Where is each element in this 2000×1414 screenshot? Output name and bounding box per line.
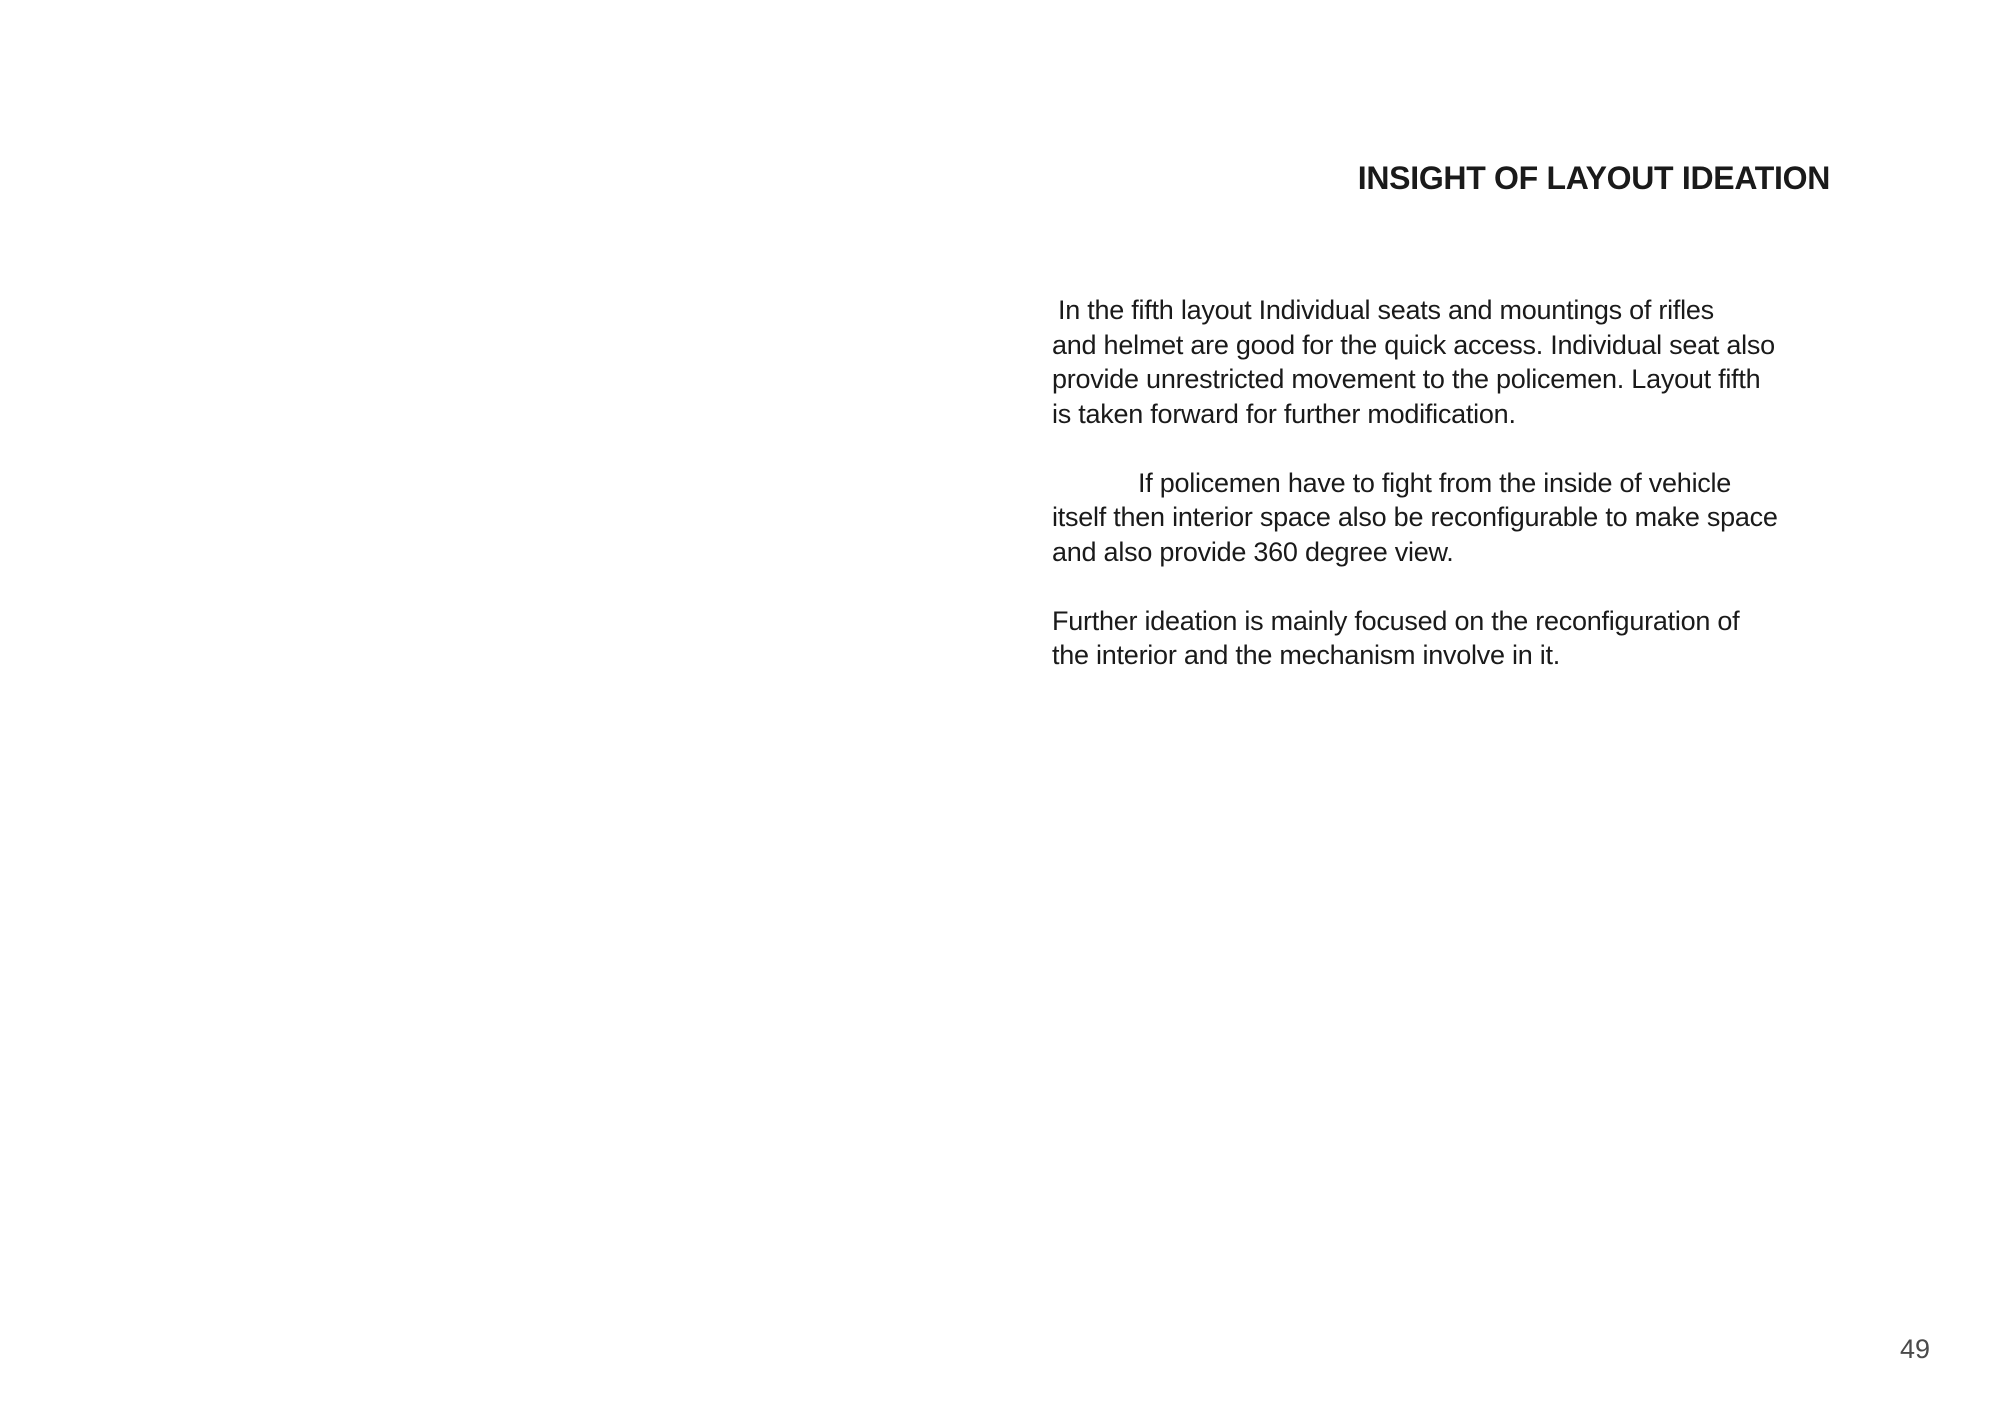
- paragraph-line: is taken forward for further modification.: [1052, 398, 1516, 429]
- paragraph-line: and also provide 360 degree view.: [1052, 536, 1454, 567]
- paragraph-line: In the fifth layout Individual seats and mountings of rifles: [1058, 295, 1714, 325]
- page-title: INSIGHT OF LAYOUT IDEATION: [1357, 160, 1830, 196]
- paragraph-line: the interior and the mechanism involve in it.: [1052, 640, 1561, 670]
- paragraph-2: [1052, 466, 1842, 570]
- paragraph-1: [1052, 293, 1842, 431]
- paragraph-line: itself then interior space also be reconfigurable to make space: [1052, 502, 1778, 532]
- body-text: [1052, 293, 1842, 707]
- page-number: 49: [1899, 1334, 1930, 1364]
- paragraph-line: and helmet are good for the quick access. Individual seat also: [1052, 329, 1775, 360]
- paragraph-line: Further ideation is mainly focused on the reconfiguration of: [1052, 605, 1740, 636]
- paragraph-line: If policemen have to fight from the inside of vehicle: [1138, 467, 1732, 498]
- paragraph-3: [1052, 604, 1842, 673]
- paragraph-line: provide unrestricted movement to the policemen. Layout fifth: [1052, 364, 1761, 394]
